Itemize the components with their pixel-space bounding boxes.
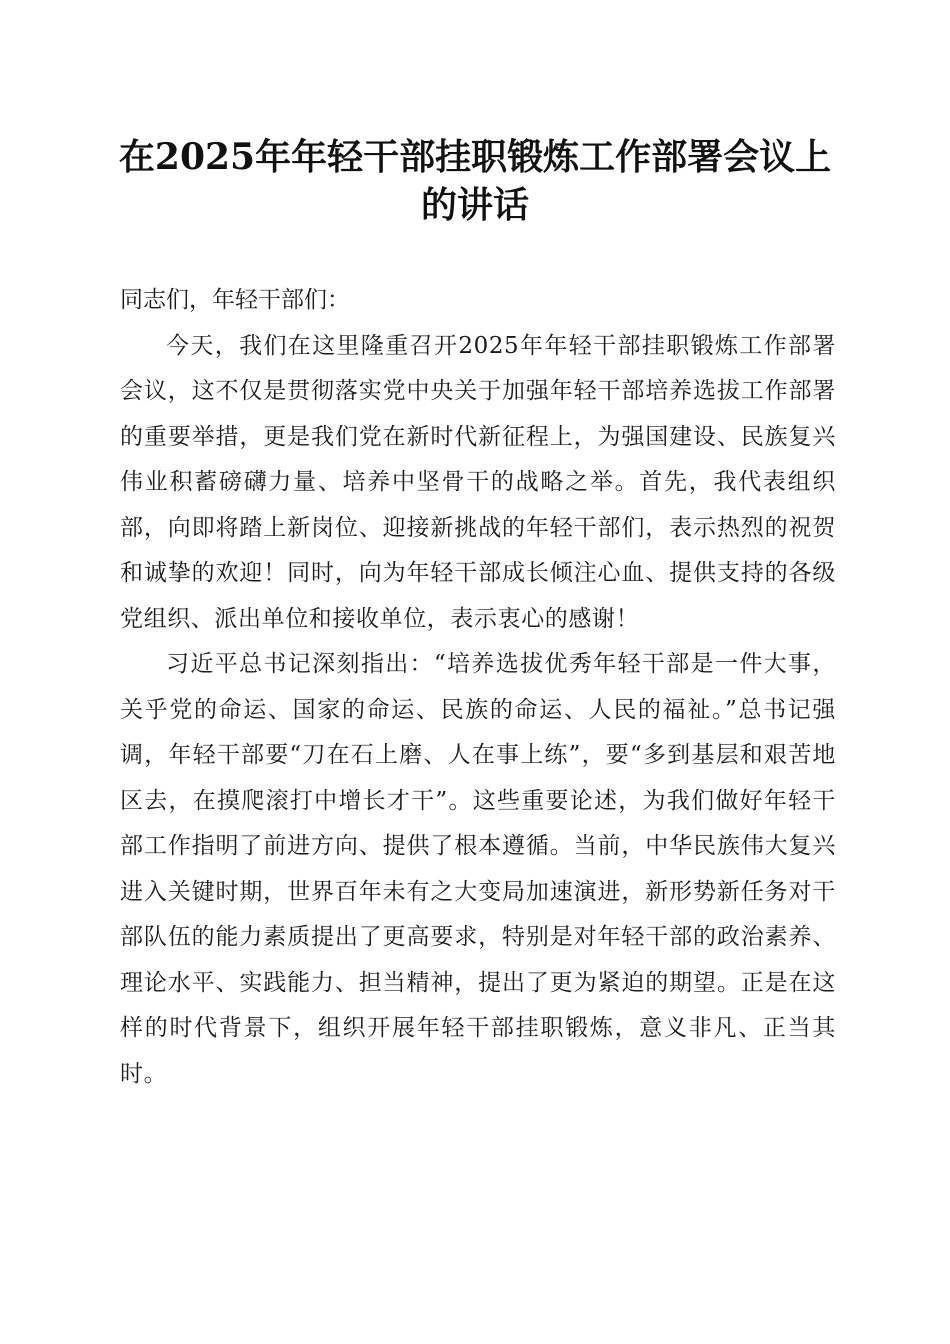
paragraph-2: 习近平总书记深刻指出：“培养选拔优秀年轻干部是一件大事，关乎党的命运、国家的命运、民族的命运、人民的福祉。”总书记强调，年轻干部要“刀在石上磨、人在事上练”，要“多到基层和艰苦地区去，在摸爬滚打中增长才干”。这些重要论述，为我们做好年轻干部工作指明了前进方向、提供了根本遵循。当前，中华民族伟大复兴进入关键时期，世界百年未有之大变局加速演进，新形势新任务对干部队伍的能力素质提出了更高要求，特别是对年轻干部的政治素养、理论水平、实践能力、担当精神，提出了更为紧迫的期望。正是在这样的时代背景下，组织开展年轻干部挂职锻炼，意义非凡、正当其时。 (120, 651, 836, 1087)
title-line-2: 的讲话 (420, 184, 529, 226)
paragraph-1: 今天，我们在这里隆重召开2025年年轻干部挂职锻炼工作部署会议，这不仅是贯彻落实党中央关于加强年轻干部培养选拔工作部署的重要举措，更是我们党在新时代新征程上，为强国建设、民族复兴伟业积蓄磅礴力量、培养中坚骨干的战略之举。首先，我代表组织部，向即将踏上新岗位、迎接新挑战的年轻干部们，表示热烈的祝贺和诚挚的欢迎！同时，向为年轻干部成长倾注心血、提供支持的各级党组织、派出单位和接收单位，表示衷心的感谢！ (120, 332, 836, 632)
document-title (100, 133, 850, 229)
salutation: 同志们，年轻干部们： (120, 287, 350, 313)
document-body (120, 278, 836, 1097)
title-line-1: 在2025年年轻干部挂职锻炼工作部署会议上 (118, 136, 832, 178)
